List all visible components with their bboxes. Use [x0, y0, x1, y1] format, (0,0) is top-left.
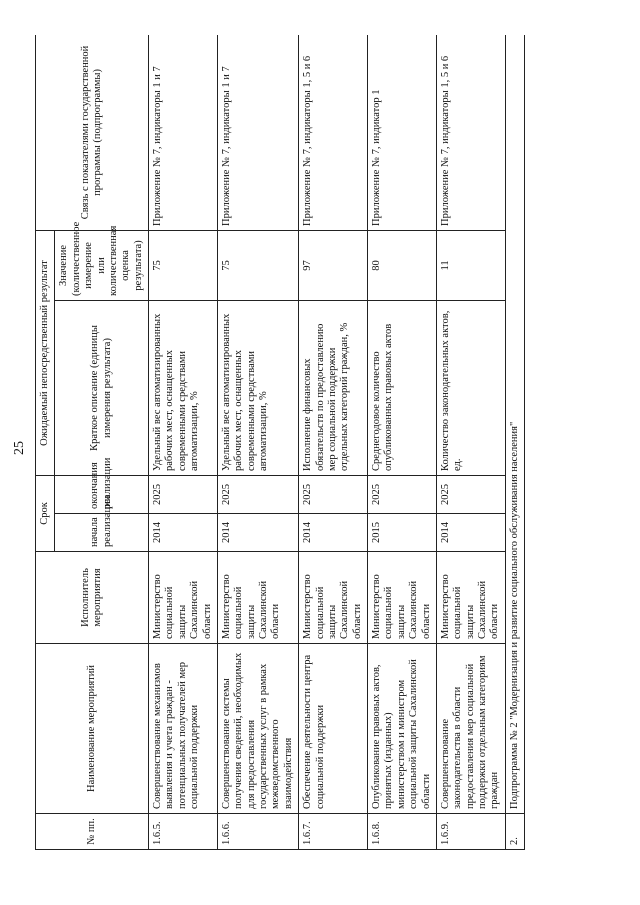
row-link: Приложение № 7, индикаторы 1 и 7 [149, 35, 218, 230]
row-link: Приложение № 7, индикаторы 1, 5 и 6 [299, 35, 368, 230]
row-desc: Удельный вес автоматизированных рабочих мест, оснащенных современными средствами автоматизации, % [217, 300, 298, 475]
header-result-value: Значение (количественное измерение или количественная оценка результата) [55, 230, 149, 300]
row-executor: Министерство социальной защиты Сахалинской области [149, 552, 218, 644]
row-executor: Министерство социальной защиты Сахалинской области [217, 552, 298, 644]
row-link: Приложение № 7, индикаторы 1, 5 и 6 [436, 35, 505, 230]
row-end: 2025 [368, 475, 437, 513]
row-end: 2025 [149, 475, 218, 513]
table-row [299, 35, 368, 850]
measures-table [35, 35, 525, 850]
row-name: Обеспечение деятельности центра социальной поддержки [299, 644, 368, 814]
row-value: 80 [368, 230, 437, 300]
row-name: Опубликование правовых актов, принятых (изданных) министерством и министром социальной защиты Сахалинской области [368, 644, 437, 814]
row-executor: Министерство социальной защиты Сахалинской области [436, 552, 505, 644]
row-start: 2014 [299, 514, 368, 552]
table-frame [35, 35, 590, 850]
table-row [436, 35, 505, 850]
table-row [217, 35, 298, 850]
header-link: Связь с показателями государственной программы (подпрограммы) [36, 35, 149, 230]
row-start: 2015 [368, 514, 437, 552]
table-row [368, 35, 437, 850]
row-num: 1.6.7. [299, 814, 368, 850]
header-num: № пп. [36, 814, 149, 850]
table-row [149, 35, 218, 850]
row-executor: Министерство социальной защиты Сахалинской области [368, 552, 437, 644]
row-desc: Среднегодовое количество опубликованных правовых актов [368, 300, 437, 475]
header-result-desc: Краткое описание (единицы измерения результата) [55, 300, 149, 475]
subprogram-row [505, 35, 524, 850]
page-number: 25 [12, 441, 27, 455]
header-row [36, 35, 55, 850]
header-name: Наименование мероприятий [36, 644, 149, 814]
rotated-page [35, 35, 590, 850]
row-start: 2014 [149, 514, 218, 552]
row-name: Совершенствование системы получения сведений, необходимых для предоставления государственных услуг в рамках межведомственного взаимодействия [217, 644, 298, 814]
row-value: 97 [299, 230, 368, 300]
row-executor: Министерство социальной защиты Сахалинской области [299, 552, 368, 644]
row-value: 75 [149, 230, 218, 300]
row-end: 2025 [299, 475, 368, 513]
row-value: 11 [436, 230, 505, 300]
row-start: 2014 [217, 514, 298, 552]
row-link: Приложение № 7, индикатор 1 [368, 35, 437, 230]
row-name: Совершенствование законодательства в области предоставления мер социальной поддержки отдельным категориям граждан [436, 644, 505, 814]
subprogram-title: Подпрограмма № 2 "Модернизация и развитие социального обслуживания населения" [505, 35, 524, 814]
row-end: 2025 [436, 475, 505, 513]
header-term-start: начала реализации [55, 514, 149, 552]
header-term-end: окончания реализации [55, 475, 149, 513]
row-num: 1.6.9. [436, 814, 505, 850]
header-result: Ожидаемый непосредственный результат [36, 230, 55, 475]
row-name: Совершенствование механизмов выявления и учета граждан - потенциальных получателей мер социальной поддержки [149, 644, 218, 814]
row-link: Приложение № 7, индикаторы 1 и 7 [217, 35, 298, 230]
subprogram-num: 2. [505, 814, 524, 850]
row-end: 2025 [217, 475, 298, 513]
row-num: 1.6.5. [149, 814, 218, 850]
row-num: 1.6.6. [217, 814, 298, 850]
row-start: 2014 [436, 514, 505, 552]
header-executor: Исполнитель мероприятия [36, 552, 149, 644]
row-value: 75 [217, 230, 298, 300]
row-desc: Удельный вес автоматизированных рабочих мест, оснащенных современными средствами автоматизации, % [149, 300, 218, 475]
row-num: 1.6.8. [368, 814, 437, 850]
header-term: Срок [36, 475, 55, 551]
row-desc: Количество законодательных актов, ед. [436, 300, 505, 475]
row-desc: Исполнение финансовых обязательств по предоставлению мер социальной поддержки отдельных категорий граждан, % [299, 300, 368, 475]
